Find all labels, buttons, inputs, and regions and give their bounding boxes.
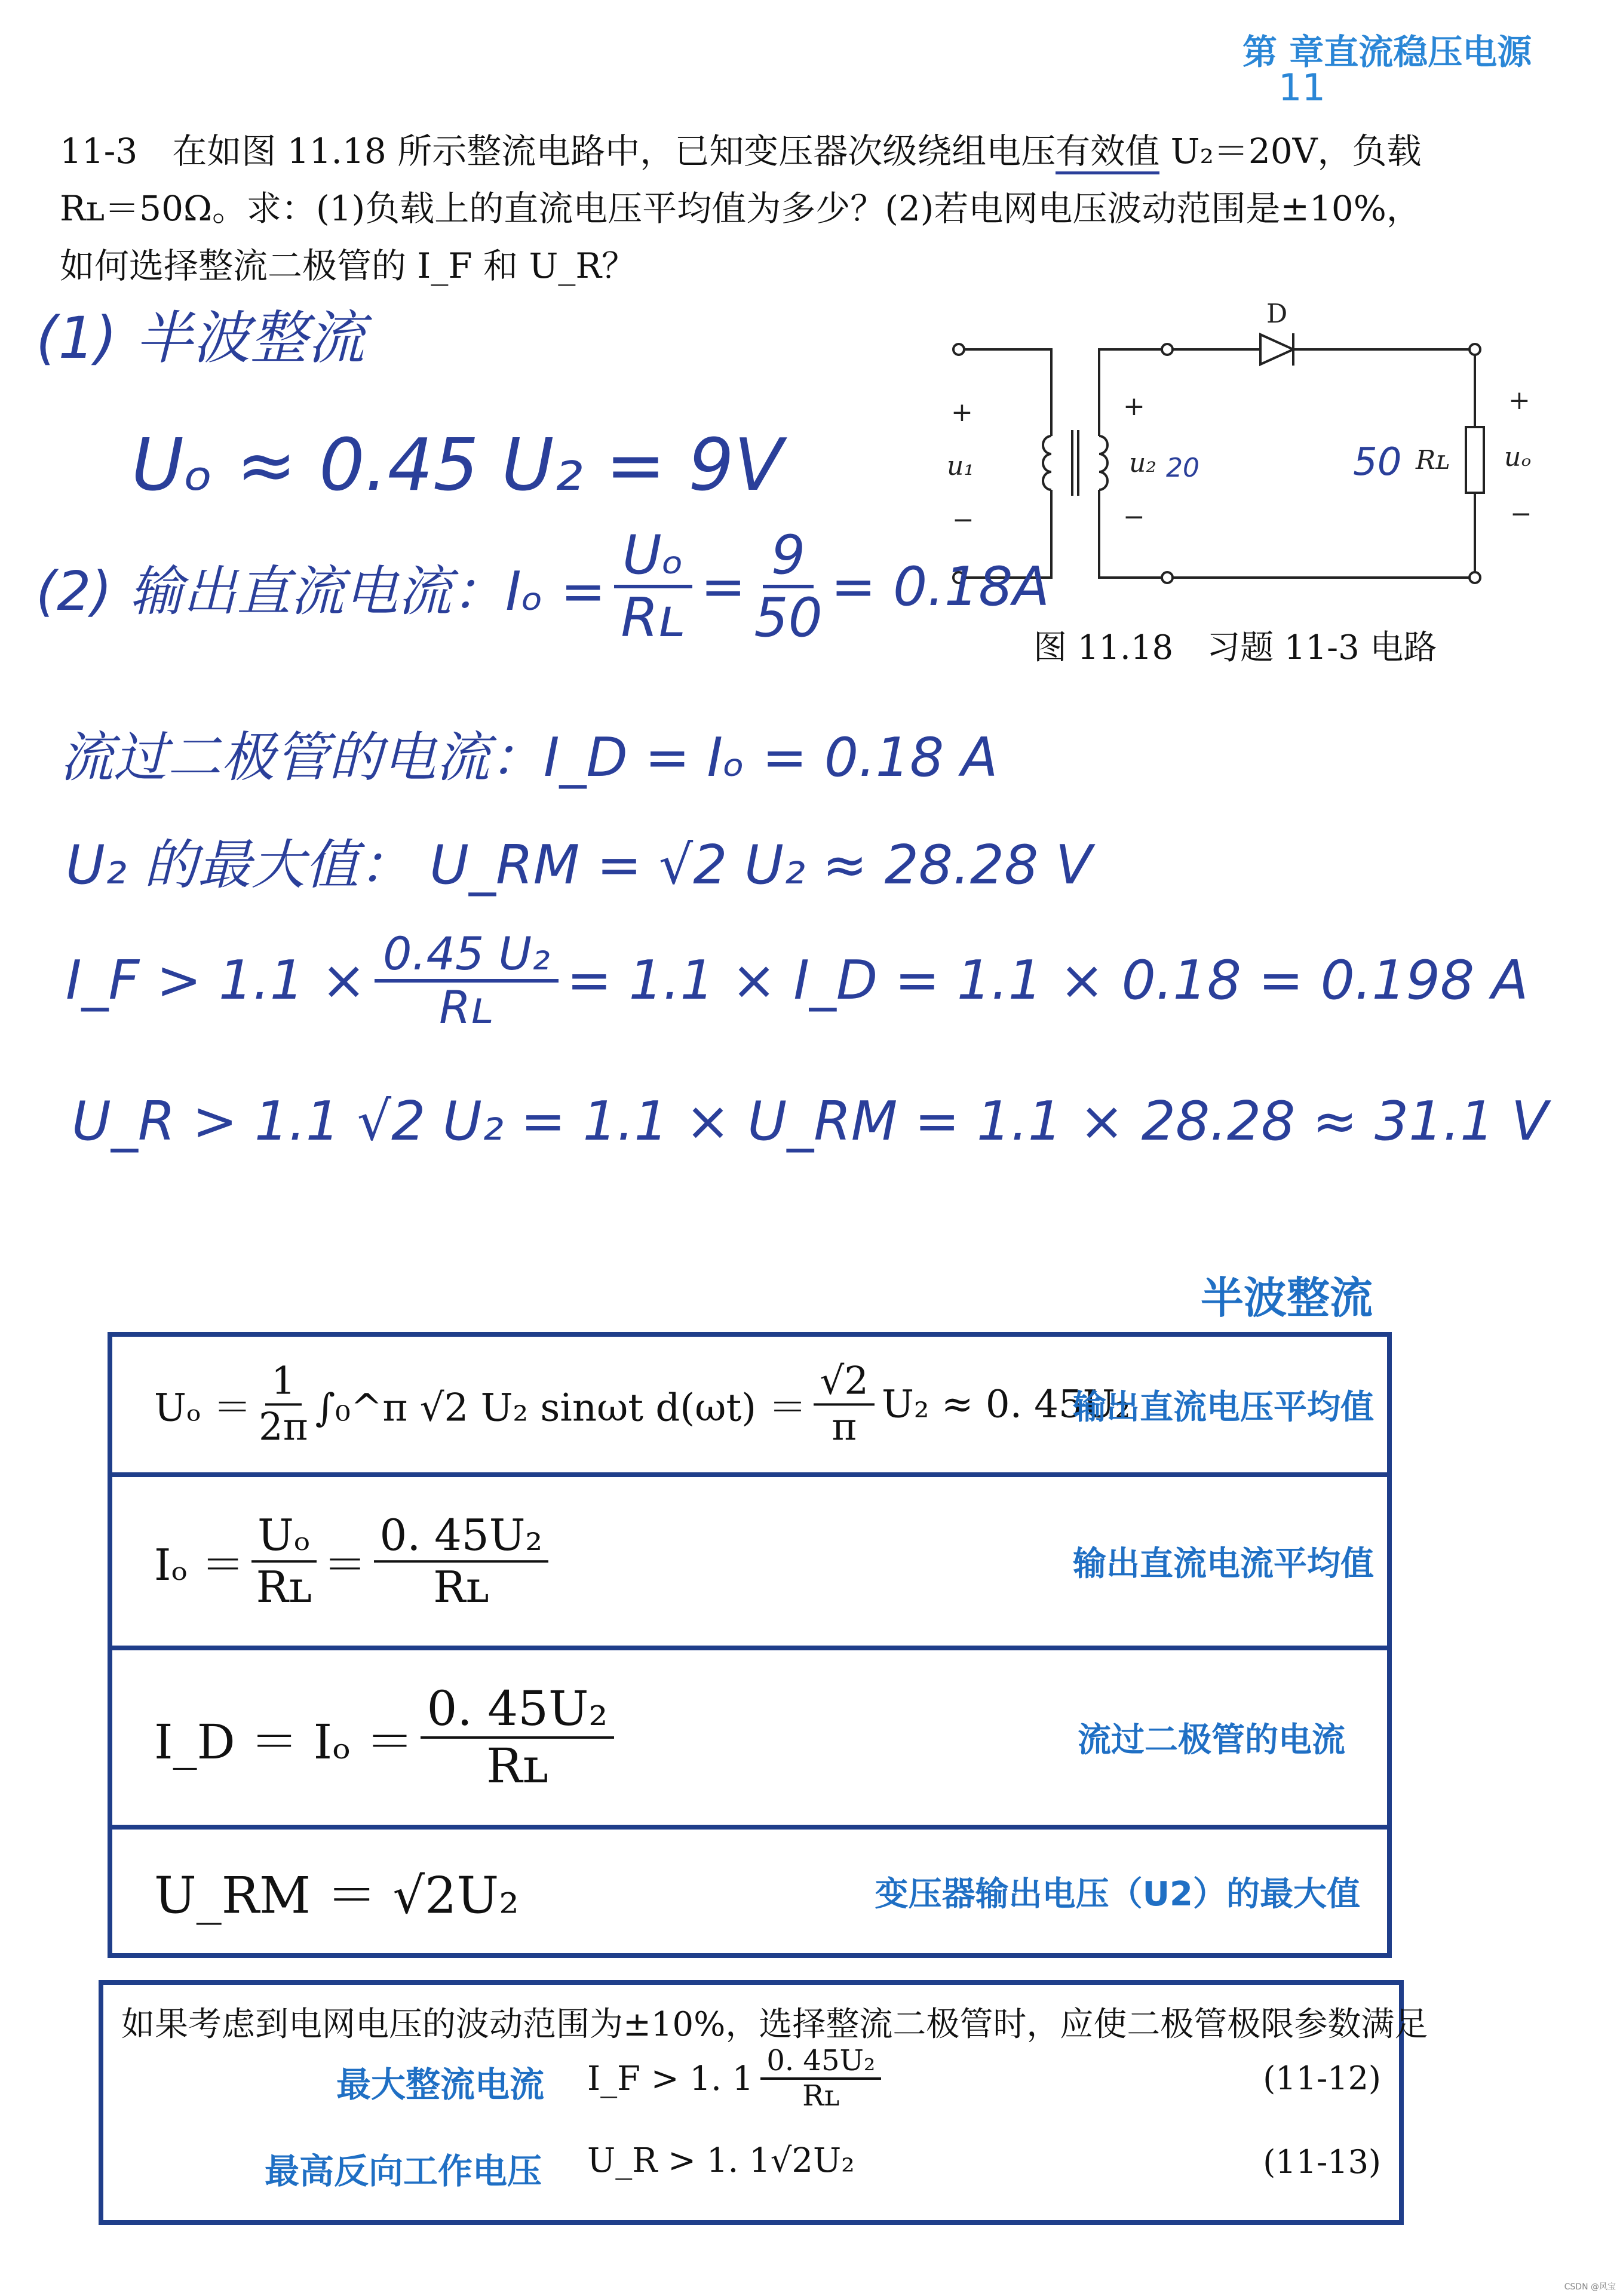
u2-label: u₂ — [1129, 448, 1156, 478]
solution-part1-equation: Uₒ ≈ 0.45 U₂ = 9V — [131, 424, 783, 507]
diode-label: D — [1266, 299, 1288, 329]
formula-expression: Uₒ ＝ $\frac{1}{2\pi}$ ∫₀^π √2 U₂ sinωt d(ωt) ＝ $\frac{√2}{\pi}$ U₂ ≈ 0. 45U₂ — [154, 1358, 1131, 1450]
u1-label: u₁ — [947, 451, 974, 481]
terminal-icon — [1162, 572, 1173, 583]
underlined-term: 有效值 — [1056, 131, 1159, 174]
formula-row — [112, 1650, 1387, 1830]
minus-mid: − — [1123, 502, 1145, 532]
problem-line-2: Rʟ＝50Ω。求：(1)负载上的直流电压平均值为多少？(2)若电网电压波动范围是±10%， — [60, 188, 1421, 229]
uo-label: uₒ — [1504, 442, 1532, 472]
formula-row — [112, 1477, 1387, 1650]
limit-label-ur: 最高反向工作电压 — [265, 2151, 542, 2191]
handwritten-mark: 11 — [1278, 66, 1326, 109]
resistor-icon — [1466, 427, 1484, 493]
solution-if: I_F > 1.1 × $\frac{\text{0.45 U₂}}{\text{Rʟ}}$ = 1.1 × I_D = 1.1 × 0.18 = 0.198 A — [66, 927, 1529, 1034]
solution-part1-title: (1) 半波整流 — [36, 305, 365, 372]
plus-left: + — [951, 397, 973, 428]
equation-number: (11-13) — [1263, 2143, 1381, 2181]
watermark: CSDN @风宝 — [1564, 2282, 1616, 2292]
equation-number: (11-12) — [1263, 2059, 1381, 2097]
fraction: $\frac{\text{0.45 U₂}}{\text{Rʟ}}$ — [375, 929, 558, 1032]
plus-mid: + — [1123, 391, 1145, 422]
limits-box — [99, 1980, 1428, 2225]
formula-expression: U_RM ＝ √2U₂ — [154, 1866, 519, 1924]
section-title: 半波整流 — [1201, 1273, 1373, 1323]
terminal-icon — [1162, 344, 1173, 355]
primary-coil-icon — [1043, 436, 1051, 490]
rl-note: 50 — [1353, 440, 1402, 484]
limit-expression-ur: U_R > 1. 1√2U₂ — [587, 2141, 855, 2180]
rl-label: Rʟ — [1416, 445, 1450, 475]
secondary-coil-icon — [1099, 436, 1107, 490]
solution-max-voltage: U₂ 的最大值： U_RM = √2 U₂ ≈ 28.28 V — [66, 834, 1093, 897]
figure-caption: 图 11.18 习题 11-3 电路 — [1033, 628, 1437, 667]
formula-description: 变压器输出电压（U2）的最大值 — [875, 1874, 1360, 1914]
minus-right: − — [1510, 499, 1532, 529]
terminal-icon — [953, 344, 964, 355]
problem-statement — [60, 122, 1553, 294]
formula-description: 输出直流电流平均值 — [1073, 1545, 1374, 1583]
solution-diode-current: 流过二极管的电流：I_D = Iₒ = 0.18 A — [60, 726, 998, 789]
solution-ur: U_R > 1.1 √2 U₂ = 1.1 × U_RM = 1.1 × 28.28 ≈ 31.1 V — [72, 1090, 1548, 1153]
formula-row — [112, 1830, 1387, 1953]
minus-left: − — [952, 505, 974, 535]
problem-line-1: 11-3 在如图 11.18 所示整流电路中，已知变压器次级绕组电压有效值 U₂＝20V，负载 — [60, 122, 1553, 180]
limit-expression-if: I_F > 1. 1 $\frac{\text{0. 45U₂}}{\text{Rʟ}}$ — [587, 2045, 888, 2113]
formula-description: 流过二极管的电流 — [1078, 1721, 1345, 1760]
fraction: $\frac{9}{50}$ — [754, 524, 823, 649]
formula-expression: Iₒ ＝ $\frac{\text{Uₒ}}{\text{Rʟ}}$ ＝ $\frac{\text{0. 45U₂}}{\text{Rʟ}}$ — [154, 1511, 556, 1612]
formula-description: 输出直流电压平均值 — [1073, 1388, 1374, 1427]
limit-label-if: 最大整流电流 — [336, 2064, 545, 2105]
formula-expression: I_D ＝ Iₒ ＝ $\frac{\text{0. 45U₂}}{\text{Rʟ}}$ — [154, 1681, 621, 1794]
problem-line-3: 如何选择整流二极管的 I_F 和 U_R？ — [60, 245, 637, 286]
limits-intro: 如果考虑到电网电压的波动范围为±10%，选择整流二极管时，应使二极管极限参数满足 — [121, 2005, 1428, 2044]
chapter-title: 第 章直流稳压电源 — [1242, 32, 1532, 72]
fraction: $\frac{\text{Uₒ}}{\text{Rʟ}}$ — [614, 526, 692, 647]
solution-output-current: (2) 输出直流电流：Iₒ = $\frac{\text{Uₒ}}{\text{Rʟ}}$ = $\frac{9}{50}$ = 0.18A — [36, 524, 1050, 649]
formula-row — [112, 1337, 1387, 1477]
u2-note: 20 — [1166, 453, 1199, 483]
diode-icon — [1260, 334, 1293, 364]
plus-right: + — [1508, 385, 1530, 416]
formula-table — [108, 1332, 1392, 1958]
